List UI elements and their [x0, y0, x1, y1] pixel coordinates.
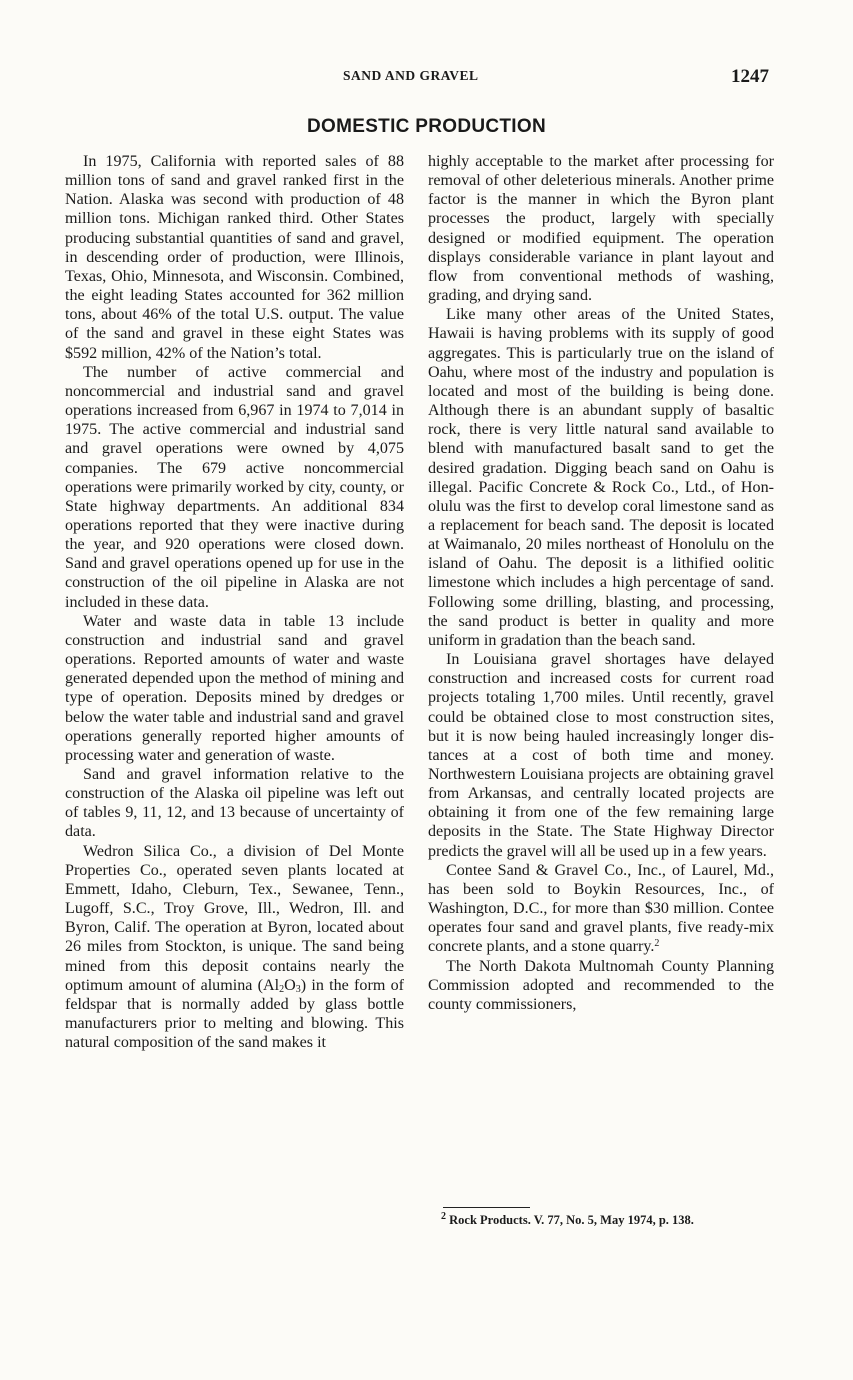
section-title: DOMESTIC PRODUCTION — [307, 116, 546, 137]
footnote — [441, 1213, 781, 1228]
page-number: 1247 — [731, 66, 769, 87]
paragraph-wedron-silica — [65, 842, 404, 1053]
alumina-subscript-2: 2 — [279, 983, 285, 995]
footnote-reference: 2 — [654, 938, 660, 950]
footnote-marker: 2 — [441, 1211, 446, 1222]
left-column — [65, 152, 404, 1052]
paragraph-california: In 1975, California with reported sales of 88 million tons of sand and gravel ranked first in the Nation. Alaska was second with production of 48 million tons. Michigan ranked third. Other States producing substantial quantities of sand and gravel, in descending order of production, were Illinois, Texas, Ohio, Minnesota, and Wisconsin. Combined, the eight leading States accounted for 362 million tons, about 46% of the total U.S. output. The value of the sand and gravel in these eight States was $592 million, 42% of the Nation’s total. — [65, 153, 404, 362]
right-column — [428, 152, 774, 1014]
paragraph-contee — [428, 861, 774, 957]
footnote-text: Rock Products. V. 77, No. 5, May 1974, p. 138. — [446, 1213, 694, 1227]
contee-text: Contee Sand & Gravel Co., Inc., of Laurel, Md., has been sold to Boykin Resources, Inc., of Washington, D.C., for more than $30 million. Contee operates four sand and gravel plants, five ready-mix concrete plants, and a stone quarry. — [428, 861, 774, 956]
paragraph-hawaii: Like many other areas of the United States, Hawaii is having problems with its supply of good aggregates. This is particularly true on the island of Oahu, where most of the industry and population is located and most of the building is being done. Although there is an abundant supply of basaltic rock, there is very little natural sand available to blend with manufactured basalt sand to get the desired gradation. Digging beach sand on Oahu is illegal. Pacific Concrete & Rock Co., Ltd., of Honolulu was the first to develop coral limestone sand as a replacement for beach sand. The deposit is located at Waimanalo, 20 miles northeast of Honolulu on the island of Oahu. The deposit is a lithified oolitic limestone which includes a high percentage of sand. Following some drilling, blasting, and processing, the sand product is better in quality and more uniform in gradation than the beach sand. — [428, 306, 774, 649]
alumina-oxygen: O — [284, 976, 296, 994]
wedron-text-end: ) in the form of feldspar that is normally added by glass bottle manufacturers prior to melting and blowing. This natural composition of the sand makes it — [65, 976, 405, 1052]
paragraph-louisiana: In Louisiana gravel shortages have delayed construction and increased costs for current road projects totaling 1,700 miles. Until recently, gravel could be obtained close to most construction sites, but it is now being hauled increasingly longer distances at a cost of both time and money. Northwestern Louisiana projects are obtaining gravel from Arkansas, and centrally located projects are obtaining it from one of the few remaining large deposits in the State. The State Highway Director predicts the gravel will all be used up in a few years. — [428, 651, 774, 860]
alumina-subscript-3: 3 — [295, 983, 301, 995]
footnote-rule — [443, 1207, 530, 1208]
paragraph-water-waste: Water and waste data in table 13 include construction and industrial sand and gravel operations. Reported amounts of water and waste generated depended upon the method of mining and type of operation. Deposits mined by dredges or below the water table and industrial sand and gravel operations generally reported higher amounts of processing water and generation of waste. — [65, 612, 404, 764]
running-head: SAND AND GRAVEL — [343, 68, 479, 83]
page-header — [0, 66, 853, 90]
paragraph-active-operations: The number of active commercial and noncommercial and industrial sand and gravel operations increased from 6,967 in 1974 to 7,014 in 1975. The active commercial and industrial sand and gravel operations were owned by 4,075 companies. The 679 active noncommercial operations were primarily worked by city, county, or State highway departments. An additional 834 operations reported that they were inactive during the year, and 920 operations were closed down. Sand and gravel operations opened up for use in the construction of the oil pipeline in Alaska are not included in these data. — [65, 363, 404, 611]
paragraph-byron-continued: highly acceptable to the market after processing for removal of other deleterious minerals. Another prime factor is the manner in which the Byron plant processes the product, largely with specially designed or modified equipment. The operation displays considerable variance in plant layout and flow from conventional methods of washing, grading, and drying sand. — [428, 153, 774, 305]
paragraph-multnomah: The North Dakota Multnomah County Planning Commission adopted and recommended to the county commissioners, — [428, 957, 774, 1013]
wedron-text-start: Wedron Silica Co., a division of Del Monte Properties Co., operated seven plants located at Emmett, Idaho, Cleburn, Tex., Sewanee, Tenn., Lugoff, S.C., Troy Grove, Ill., Wedron, Ill. and Byron, Calif. The operation at Byron, located about 26 miles from Stockton, is unique. The sand being mined from this deposit contains nearly the optimum amount of alumina (Al — [65, 842, 404, 994]
paragraph-alaska-pipeline: Sand and gravel information relative to the construction of the Alaska oil pipeline was left out of tables 9, 11, 12, and 13 because of uncertainty of data. — [65, 766, 404, 841]
